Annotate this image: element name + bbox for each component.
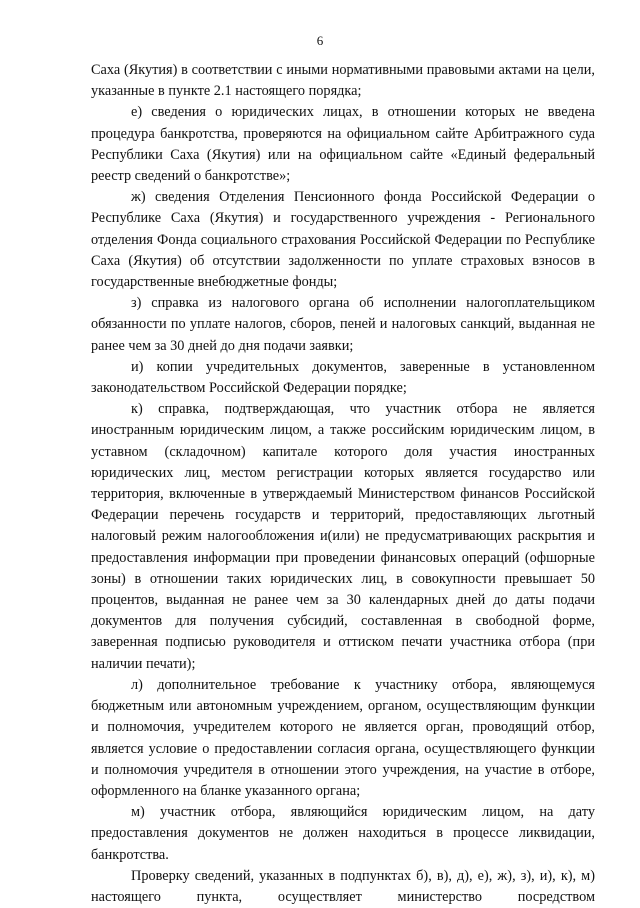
paragraph-continuation: Саха (Якутия) в соответствии с иными нормативными правовыми актами на цели, указанные в пункте 2.1 настоящего порядка;: [91, 62, 595, 100]
paragraph-verification: Проверку сведений, указанных в подпунктах б), в), д), е), ж), з), и), к), м) настоящего пункта, осуществляет министерство посредством: [91, 867, 595, 905]
page-number: 6: [316, 33, 324, 48]
paragraph-item-m: м) участник отбора, являющийся юридическим лицом, на дату предоставления документов не должен находиться в процессе ликвидации, банкротства.: [91, 804, 595, 863]
paragraph-item-k: к) справка, подтверждающая, что участник отбора не является иностранным юридическим лицом, а также российским юридическим лицом, в уставном (складочном) капитале которого доля участия иностранных юридических лиц, местом регистрации которых является государство или территория, включенные в утверждаемый Министерством финансов Российской Федерации перечень государств и территорий, предоставляющих льготный налоговый режим налогообложения и(или) не предусматривающих раскрытия и предоставления информации при проведении финансовых операций (офшорные зоны) в отношении таких юридических лиц, в совокупности превышает 50 процентов, выданная не ранее чем за 30 календарных дней до даты подачи документов для получения субсидий, составленная в свободной форме, заверенная подписью руководителя и оттиском печати участника отбора (при наличии печати);: [91, 401, 595, 672]
paragraph-item-l: л) дополнительное требование к участнику отбора, являющемуся бюджетным или автономным учреждением, органом, осуществляющим функции и полномочия, учредителем которого не является орган, проводящий отбор, является условие о предоставлении согласия органа, осуществляющего функции и полномочия учредителя в отношении этого учреждения, на участие в отборе, оформленного на бланке указанного органа;: [91, 676, 595, 799]
paragraph-item-e: е) сведения о юридических лицах, в отношении которых не введена процедура банкротства, проверяются на официальном сайте Арбитражного суда Республики Саха (Якутия) или на официальном сайте «Единый федеральный реестр сведений о банкротстве»;: [91, 104, 595, 185]
paragraph-item-z: з) справка из налогового органа об исполнении налогоплательщиком обязанности по уплате налогов, сборов, пеней и налоговых санкций, выданная не ранее чем за 30 дней до дня подачи заявки;: [91, 295, 595, 354]
paragraph-item-i: и) копии учредительных документов, заверенные в установленном законодательством Российской Федерации порядке;: [91, 358, 595, 397]
document-body: [91, 60, 595, 908]
paragraph-item-zh: ж) сведения Отделения Пенсионного фонда Российской Федерации о Республике Саха (Якутия) и государственного учреждения - Регионального отделения Фонда социального страхования Российской Федерации по Республике Саха (Якутия) об отсутствии задолженности по уплате страховых взносов в государственные внебюджетные фонды;: [91, 189, 595, 291]
